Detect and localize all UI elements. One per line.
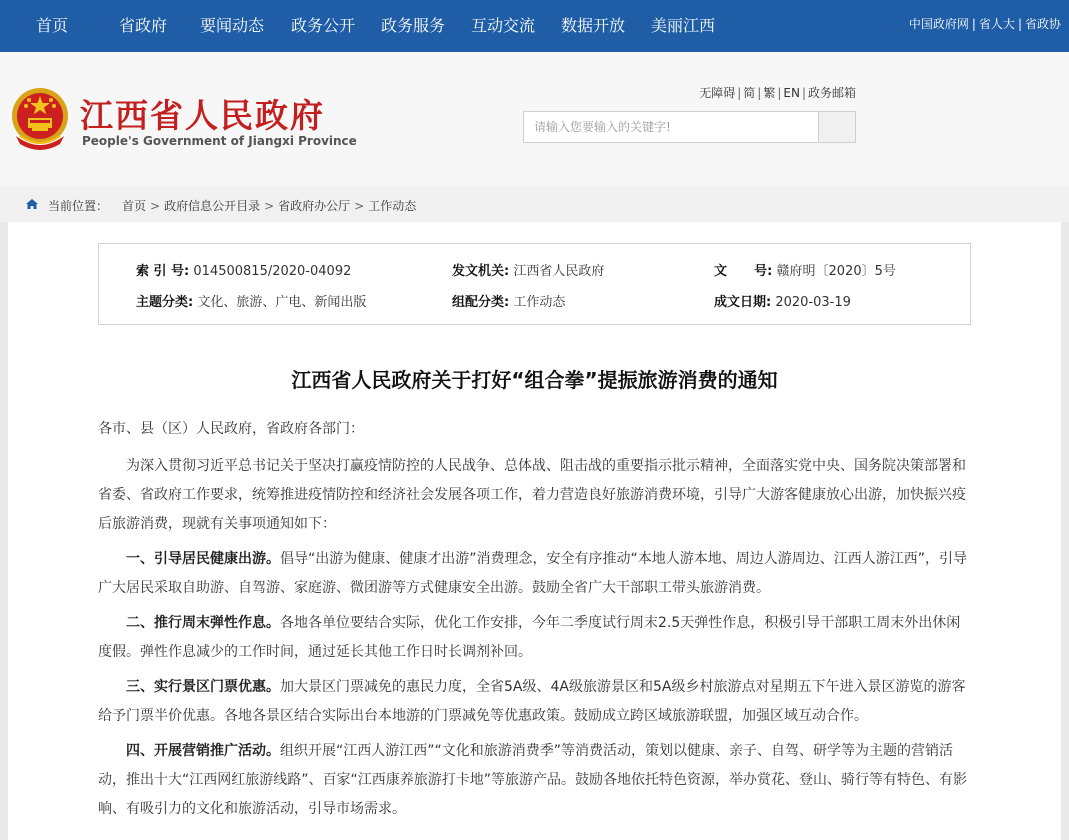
article-section-2: 二、推行周末弹性作息。各地各单位要结合实际，优化工作安排，今年二季度试行周末2.5天弹性作息，积极引导干部职工周末外出休闲度假。弹性作息减少的工作时间，通过延长其他工作日时长调剂补回。 [98, 615, 961, 660]
national-emblem-icon [10, 84, 70, 152]
article-intro: 为深入贯彻习近平总书记关于坚决打赢疫情防控的人民战争、总体战、阻击战的重要指示批示精神，全面落实党中央、国务院决策部署和省委、省政府工作要求，统筹推进疫情防控和经济社会发展各项工作，着力营造良好旅游消费环境，引导广大游客健康放心出游，加快振兴疫后旅游消费，现就有关事项通知如下： [98, 458, 966, 532]
article-salutation: 各市、县（区）人民政府，省政府各部门： [98, 421, 364, 437]
breadcrumb-info-catalog[interactable]: 政府信息公开目录 [164, 199, 261, 213]
nav-item-open-data[interactable]: 数据开放 [561, 16, 626, 35]
nav-item-home[interactable]: 首页 [36, 16, 69, 35]
link-provincial-congress[interactable]: 省人大 [978, 17, 1015, 31]
search-input[interactable] [523, 111, 819, 143]
link-central-gov[interactable]: 中国政府网 [908, 17, 969, 31]
link-cppcc[interactable]: 省政协 [1024, 17, 1061, 31]
meta-date: 成文日期: 2020-03-19 [714, 295, 851, 310]
article-body [98, 452, 971, 824]
meta-topic: 主题分类: 文化、旅游、广电、新闻出版 [136, 295, 367, 310]
top-right-links: 中国政府网 | 省人大 | 省政协 [908, 17, 1061, 31]
meta-issuer: 发文机关: 江西省人民政府 [452, 264, 605, 279]
article-title: 江西省人民政府关于打好“组合拳”提振旅游消费的通知 [291, 368, 778, 392]
nav-item-interaction[interactable]: 互动交流 [471, 16, 536, 35]
top-nav-bar [0, 0, 1069, 52]
link-accessibility[interactable]: 无障碍 [699, 86, 736, 100]
article-section-3: 三、实行景区门票优惠。加大景区门票减免的惠民力度，全省5A级、4A级旅游景区和5A级乡村旅游点对星期五下午进入景区游览的游客给予门票半价优惠。各地各景区结合实际出台本地游的门票减免等优惠政策。鼓励成立跨区域旅游联盟，加强区域互动合作。 [98, 679, 966, 724]
breadcrumb-general-office[interactable]: 省政府办公厅 [278, 199, 351, 213]
link-traditional[interactable]: 繁 [763, 86, 776, 100]
home-icon [26, 199, 38, 209]
link-gov-mail[interactable]: 政务邮箱 [807, 86, 856, 100]
breadcrumb-home[interactable]: 首页 [122, 199, 147, 213]
site-logo-subtitle: People's Government of Jiangxi Province [82, 134, 357, 148]
breadcrumb-label: 当前位置： [48, 199, 109, 213]
article-section-4: 四、开展营销推广活动。组织开展“江西人游江西”“文化和旅游消费季”等消费活动，策划以健康、亲子、自驾、研学等为主题的营销活动，推出十大“江西网红旅游线路”、百家“江西康养旅游打卡地”等旅游产品。鼓励各地依托特色资源，举办赏花、登山、骑行等有特色、有影响、有吸引力的文化和旅游活动，引导市场需求。 [98, 743, 968, 817]
link-english[interactable]: EN [783, 86, 800, 100]
document-meta-table [98, 243, 971, 325]
breadcrumb-work-news[interactable]: 工作动态 [368, 199, 417, 213]
nav-item-beautiful-jiangxi[interactable]: 美丽江西 [651, 16, 716, 35]
nav-item-open-affairs[interactable]: 政务公开 [291, 16, 356, 35]
nav-item-province-gov[interactable]: 省政府 [119, 16, 168, 35]
utility-links: 无障碍 | 简 | 繁 | EN | 政务邮箱 [699, 86, 856, 100]
link-simplified[interactable]: 简 [743, 86, 756, 100]
meta-doc-no: 文 号: 赣府明〔2020〕5号 [714, 264, 896, 279]
article-content [8, 222, 1061, 840]
meta-org-category: 组配分类: 工作动态 [452, 295, 566, 310]
nav-item-services[interactable]: 政务服务 [381, 16, 446, 35]
search-button[interactable] [818, 111, 856, 143]
article-section-1: 一、引导居民健康出游。倡导“出游为健康、健康才出游”消费理念，安全有序推动“本地人游本地、周边人游周边、江西人游江西”，引导广大居民采取自助游、自驾游、家庭游、微团游等方式健康安全出游。鼓励全省广大干部职工带头旅游消费。 [98, 551, 968, 596]
site-logo-title[interactable]: 江西省人民政府 [80, 96, 325, 135]
nav-item-news[interactable]: 要闻动态 [200, 16, 265, 35]
site-header [0, 52, 1069, 186]
breadcrumb-items: 首页 > 政府信息公开目录 > 省政府办公厅 > 工作动态 [122, 199, 417, 213]
meta-index-no: 索 引 号: 014500815/2020-04092 [136, 264, 352, 279]
breadcrumb [0, 186, 1069, 222]
